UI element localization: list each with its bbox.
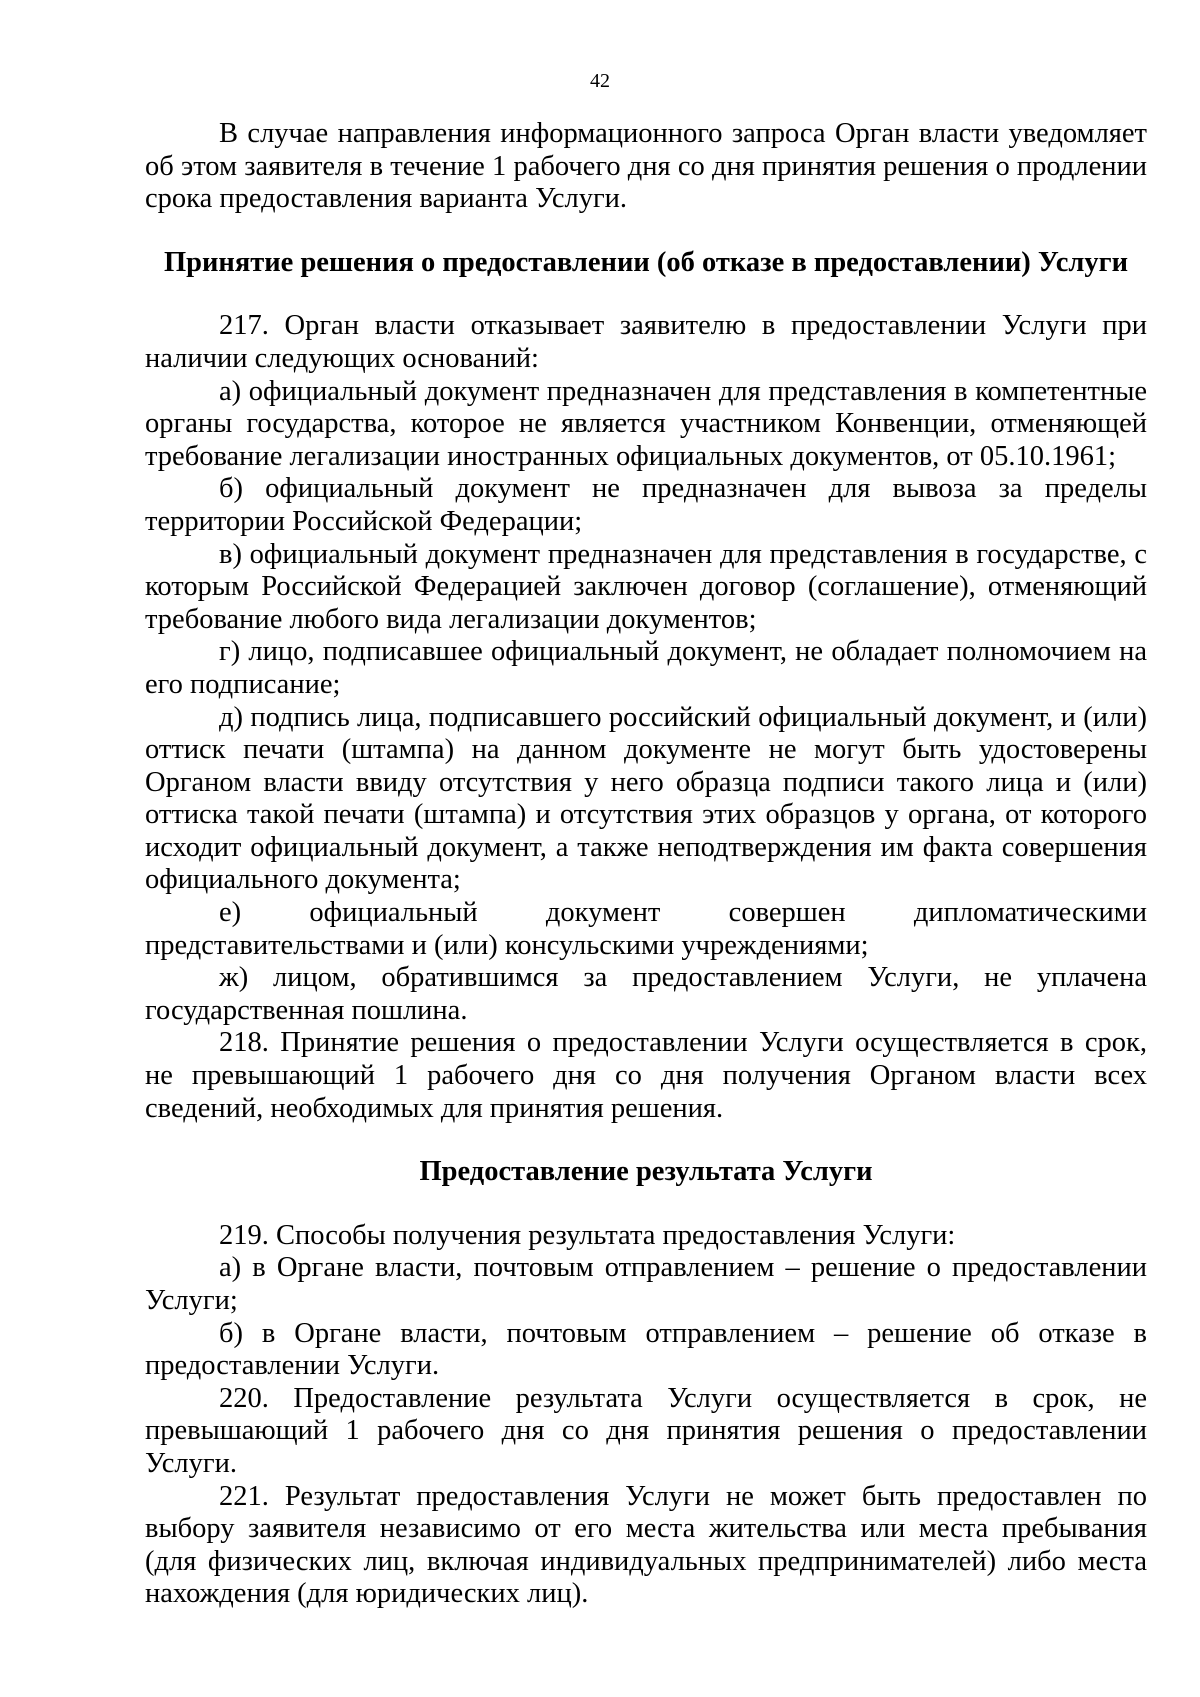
paragraph-217-item-a: а) официальный документ предназначен для представления в компетентные органы государства, которое не является участником Конвенции, отменяющей требование легализации иностранных официальных документов, от 05.10.1961; [145,375,1147,472]
paragraph-217-item-g: г) лицо, подписавшее официальный документ, не обладает полномочием на его подписание; [145,636,1147,700]
page-content [145,118,1147,1611]
section-heading-result: Предоставление результата Услуги [419,1156,873,1188]
paragraph-217-item-d: д) подпись лица, подписавшего российский официальный документ, и (или) оттиск печати (штампа) на данном документе не могут быть удостоверены Органом власти ввиду отсутствия у него образца подписи такого лица и (или) оттиска такой печати (штампа) и отсутствия этих образцов у органа, от которого исходит официальный документ, а также неподтверждения им факта совершения официального документа; [145,701,1147,896]
paragraph-217-item-b: б) официальный документ не предназначен для вывоза за пределы территории Российской Федерации; [145,473,1147,537]
page-number: 42 [590,70,610,92]
intro-paragraph: В случае направления информационного запроса Орган власти уведомляет об этом заявителя в течение 1 рабочего дня со дня принятия решения о продлении срока предоставления варианта Услуги. [145,118,1147,215]
section-heading-decision: Принятие решения о предоставлении (об отказе в предоставлении) Услуги [163,246,1128,278]
paragraph-217: 217. Орган власти отказывает заявителю в предоставлении Услуги при наличии следующих оснований: [145,310,1147,374]
paragraph-217-item-e: е) официальный документ совершен дипломатическими представительствами и (или) консульскими учреждениями; [145,897,1147,961]
paragraph-220: 220. Предоставление результата Услуги осуществляется в срок, не превышающий 1 рабочего дня со дня принятия решения о предоставлении Услуги. [145,1382,1147,1479]
paragraph-219-item-a: а) в Органе власти, почтовым отправлением – решение о предоставлении Услуги; [145,1252,1147,1316]
paragraph-218: 218. Принятие решения о предоставлении Услуги осуществляется в срок, не превышающий 1 рабочего дня со дня получения Органом власти всех сведений, необходимых для принятия решения. [145,1027,1147,1124]
paragraph-219: 219. Способы получения результата предоставления Услуги: [219,1219,956,1251]
paragraph-221: 221. Результат предоставления Услуги не может быть предоставлен по выбору заявителя независимо от его места жительства или места пребывания (для физических лиц, включая индивидуальных предпринимателей) либо места нахождения (для юридических лиц). [145,1480,1147,1610]
paragraph-217-item-zh: ж) лицом, обратившимся за предоставлением Услуги, не уплачена государственная пошлина. [145,962,1147,1026]
paragraph-219-item-b: б) в Органе власти, почтовым отправлением – решение об отказе в предоставлении Услуги. [145,1317,1147,1382]
paragraph-217-item-v: в) официальный документ предназначен для представления в государстве, с которым Российской Федерацией заключен договор (соглашение), отменяющий требование любого вида легализации документов; [145,538,1147,635]
